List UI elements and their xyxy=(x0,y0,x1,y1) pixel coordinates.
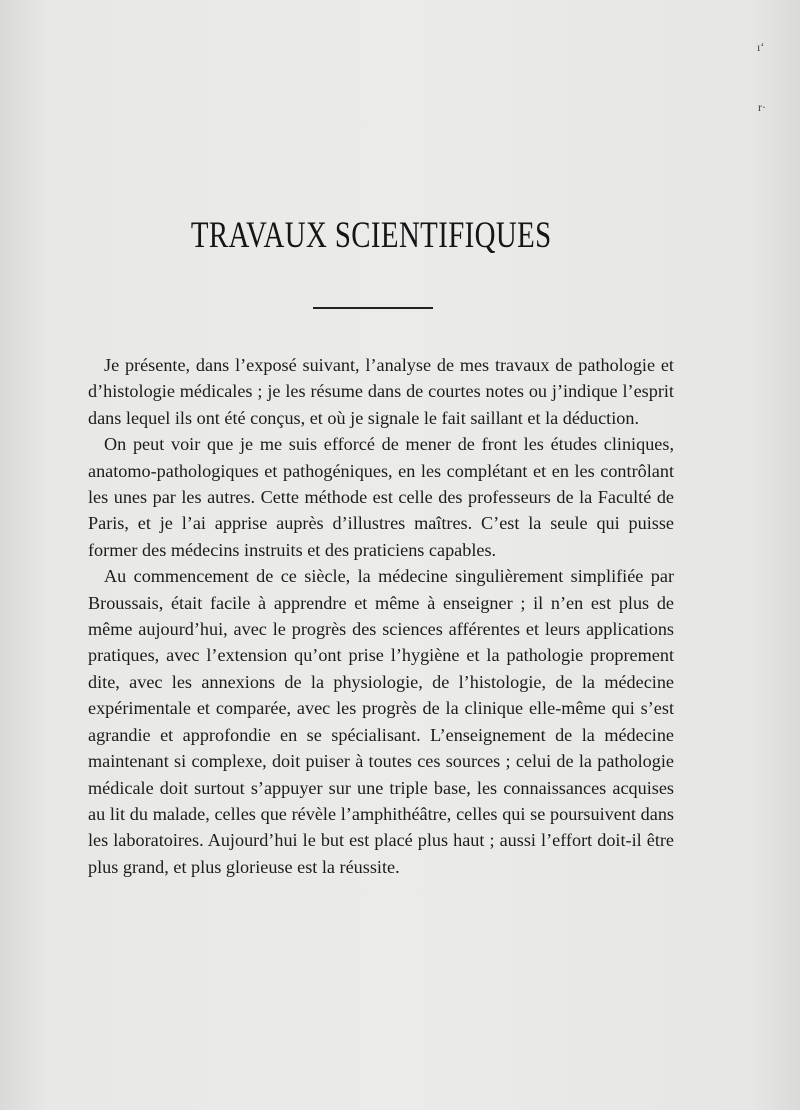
paragraph: Au commencement de ce siècle, la médecine singulièrement simplifiée par Broussais, était facile à apprendre et même à enseigner ; il n’en est plus de même aujourd’hui, avec le progrès des sciences afférentes et leurs applications pratiques, avec l’extension qu’ont prise l’hygiène et la pathologie proprement dite, avec les annexions de la physiologie, de l’histologie, de la médecine expérimentale et comparée, avec les progrès de la clinique elle-même qui s’est agrandie et approfondie en se spécialisant. L’enseignement de la médecine maintenant si complexe, doit puiser à toutes ces sources ; celui de la pathologie médicale doit surtout s’appuyer sur une triple base, les connaissances acquises au lit du malade, celles que révèle l’amphithéâtre, celles qui se poursuivent dans les laboratoires. Aujourd’hui le but est placé plus haut ; aussi l’effort doit-il être plus grand, et plus glorieuse est la réussite. xyxy=(88,566,674,877)
page-title: TRAVAUX SCIENTIFIQUES xyxy=(190,215,552,256)
margin-mark: r· xyxy=(758,100,766,114)
margin-mark: ı‘ xyxy=(757,40,765,54)
title-rule xyxy=(313,307,433,309)
paragraph: Je présente, dans l’exposé suivant, l’analyse de mes travaux de pathologie et d’histologie médicales ; je les résume dans de courtes notes ou j’indique l’esprit dans lequel ils ont été conçus, et où je signale le fait saillant et la déduction. xyxy=(88,355,674,428)
paragraph: On peut voir que je me suis efforcé de mener de front les études cliniques, anatomo-pathologiques et pathogéniques, en les complétant et en les contrôlant les unes par les autres. Cette méthode est celle des professeurs de la Faculté de Paris, et je l’ai apprise auprès d’illustres maîtres. C’est la seule qui puisse former des médecins instruits et des praticiens capables. xyxy=(88,434,674,560)
body-text xyxy=(88,352,674,880)
